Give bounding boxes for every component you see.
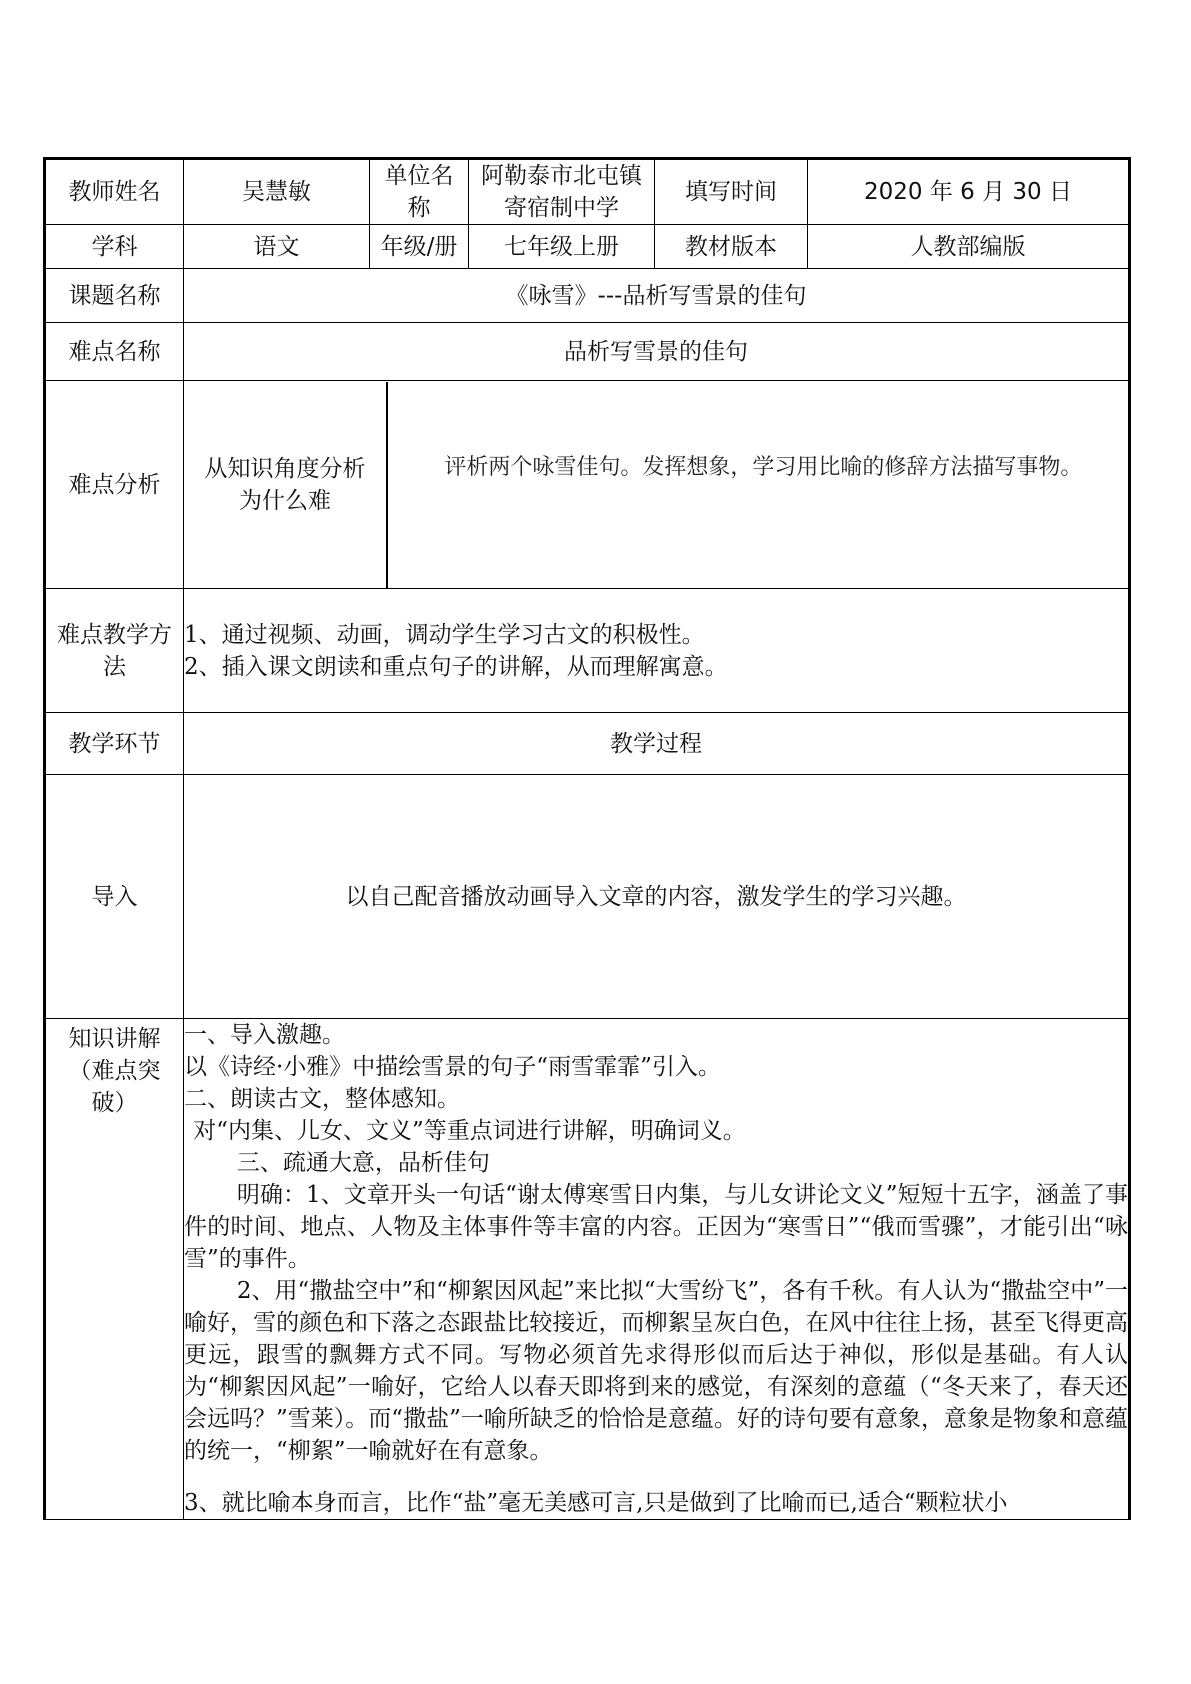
knowledge-paragraph: 3、就比喻本身而言，比作“盐”毫无美感可言,只是做到了比喻而已,适合“颗粒状小 (184, 1490, 1008, 1516)
process-value: 教学过程 (184, 713, 1130, 775)
unit-label: 单位名称 (370, 159, 469, 225)
knowledge-line: 以《诗经·小雅》中描绘雪景的句子“雨雪霏霏”引入。 (184, 1054, 721, 1080)
header-row-2 (45, 225, 1130, 269)
analysis-label: 难点分析 (45, 381, 184, 589)
analysis-row (45, 381, 1130, 589)
topic-row (45, 269, 1130, 323)
method-line: 1、通过视频、动画，调动学生学习古文的积极性。 (184, 621, 705, 648)
header-row-1 (45, 159, 1130, 225)
knowledge-label: 知识讲解（难点突破） (45, 1019, 184, 1520)
method-line: 2、插入课文朗读和重点句子的讲解，从而理解寓意。 (184, 653, 728, 680)
intro-value: 以自己配音播放动画导入文章的内容，激发学生的学习兴趣。 (184, 775, 1130, 1019)
difficulty-value: 品析写雪景的佳句 (184, 323, 1130, 381)
knowledge-content (184, 1019, 1130, 1520)
knowledge-paragraph: 明确：1、文章开头一句话“谢太傅寒雪日内集，与儿女讲论文义”短短十五字，涵盖了事件的时间、地点、人物及主体事件等丰富的内容。正因为“寒雪日”“俄而雪骤”，才能引出“咏雪”的事件。 (184, 1182, 1128, 1272)
method-label: 难点教学方法 (45, 589, 184, 713)
edition-label: 教材版本 (655, 225, 808, 269)
knowledge-line: 三、疏通大意，品析佳句 (236, 1150, 490, 1176)
unit-value: 阿勒泰市北屯镇寄宿制中学 (469, 159, 655, 225)
teacher-label: 教师姓名 (45, 159, 184, 225)
analysis-sub-label: 从知识角度分析为什么难 (184, 382, 387, 588)
date-label: 填写时间 (655, 159, 808, 225)
intro-row (45, 775, 1130, 1019)
subject-label: 学科 (45, 225, 184, 269)
process-header-row (45, 713, 1130, 775)
method-row (45, 589, 1130, 713)
grade-value: 七年级上册 (469, 225, 655, 269)
difficulty-row (45, 323, 1130, 381)
process-label: 教学环节 (45, 713, 184, 775)
knowledge-line: 对“内集、儿女、文义”等重点词进行讲解，明确词义。 (193, 1118, 746, 1144)
topic-label: 课题名称 (45, 269, 184, 323)
edition-value: 人教部编版 (808, 225, 1130, 269)
knowledge-line: 一、导入激趣。 (184, 1022, 345, 1048)
analysis-text-cell (387, 382, 1128, 588)
grade-label: 年级/册 (370, 225, 469, 269)
intro-label: 导入 (45, 775, 184, 1019)
teacher-value: 吴慧敏 (184, 159, 370, 225)
knowledge-line: 二、朗读古文，整体感知。 (184, 1086, 460, 1112)
lesson-form-table (43, 157, 1131, 1520)
analysis-content (184, 381, 1130, 589)
knowledge-row (45, 1019, 1130, 1520)
subject-value: 语文 (184, 225, 370, 269)
date-value: 2020 年 6 月 30 日 (808, 159, 1130, 225)
knowledge-paragraph: 2、用“撒盐空中”和“柳絮因风起”来比拟“大雪纷飞”，各有千秋。有人认为“撒盐空中”一喻好，雪的颜色和下落之态跟盐比较接近，而柳絮呈灰白色，在风中往往上扬，甚至飞得更高更远，跟雪的飘舞方式不同。写物必须首先求得形似而后达于神似，形似是基础。有人认为“柳絮因风起”一喻好，它给人以春天即将到来的感觉，有深刻的意蕴（“冬天来了，春天还会远吗？”雪莱）。而“撒盐”一喻所缺乏的恰恰是意蕴。好的诗句要有意象，意象是物象和意蕴的统一，“柳絮”一喻就好在有意象。 (184, 1278, 1128, 1464)
analysis-text: 评析两个咏雪佳句。发挥想象，学习用比喻的修辞方法描写事物。 (444, 454, 1083, 480)
spacer (184, 1467, 1128, 1487)
method-content (184, 589, 1130, 713)
analysis-inner-table (184, 382, 1128, 588)
difficulty-label: 难点名称 (45, 323, 184, 381)
topic-value: 《咏雪》---品析写雪景的佳句 (184, 269, 1130, 323)
